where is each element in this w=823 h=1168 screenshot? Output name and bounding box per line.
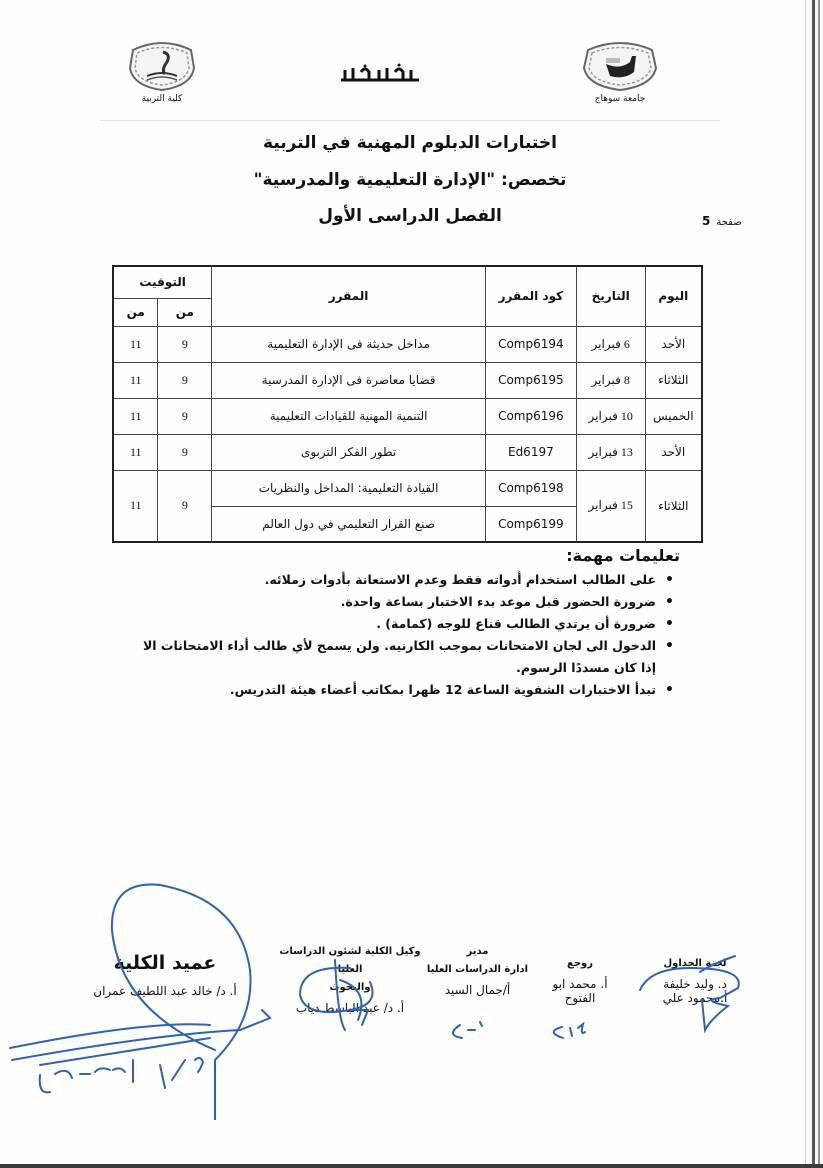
header-timing: التوقيت bbox=[113, 266, 212, 298]
cell-day: الأحد bbox=[645, 326, 702, 362]
signature-role: ادارة الدراسات العليا bbox=[426, 964, 529, 975]
instruction-item: • تبدأ الاختبارات الشفوية الساعة 12 ظهرا بمكاتب أعضاء هيئة التدريس. bbox=[130, 679, 680, 701]
cell-day: الأحد bbox=[645, 434, 702, 470]
table-row bbox=[113, 398, 702, 434]
faculty-emblem-icon bbox=[127, 40, 197, 92]
instructions-section bbox=[130, 546, 680, 701]
signature-vice-dean bbox=[270, 943, 430, 1015]
cell-course: التنمية المهنية للقيادات التعليمية bbox=[212, 398, 486, 434]
signature-dean bbox=[70, 950, 260, 998]
university-logo bbox=[572, 40, 668, 104]
exam-schedule-table bbox=[112, 265, 703, 543]
table-row bbox=[113, 470, 702, 506]
cell-course: مداخل حديثة فى الإدارة التعليمية bbox=[212, 326, 486, 362]
header-from: من bbox=[158, 298, 212, 326]
cell-course: صنع القرار التعليمي في دول العالم bbox=[212, 506, 486, 542]
exam-title: اختبارات الدبلوم المهنية في التربية bbox=[263, 133, 557, 153]
cell-code: Comp6195 bbox=[485, 362, 576, 398]
specialization-title: تخصص: "الإدارة التعليمية والمدرسية" bbox=[253, 170, 567, 190]
cell-code: Comp6199 bbox=[485, 506, 576, 542]
semester-title: الفصل الدراسى الأول bbox=[318, 206, 502, 226]
header-course: المقرر bbox=[212, 266, 486, 326]
instruction-item: • على الطالب استخدام أدواته فقط وعدم الاستعانة بأدوات زملائه. bbox=[130, 569, 680, 591]
cell-course: قضايا معاصرة فى الإدارة المدرسية bbox=[212, 362, 486, 398]
signature-name: أ/جمال السيد bbox=[444, 983, 511, 997]
cell-date: 13 فبراير bbox=[576, 434, 645, 470]
header-code: كود المقرر bbox=[485, 266, 576, 326]
page-number bbox=[702, 214, 742, 228]
handwritten-date-stroke bbox=[40, 1058, 203, 1092]
cell-to: 11 bbox=[113, 434, 158, 470]
signature-name: أ. د/ خالد عبد اللطيف عمران bbox=[93, 984, 237, 998]
signature-director bbox=[425, 943, 530, 997]
cell-date: 15 فبراير bbox=[576, 470, 645, 542]
cell-date: 6 فبراير bbox=[576, 326, 645, 362]
table-header-row bbox=[113, 266, 702, 298]
cell-day: الثلاثاء bbox=[645, 362, 702, 398]
signature-tables-committee bbox=[640, 955, 750, 1005]
header-day: اليوم bbox=[645, 266, 702, 326]
signature-reviewed bbox=[545, 955, 615, 1005]
table-row bbox=[113, 326, 702, 362]
cell-to: 11 bbox=[113, 398, 158, 434]
signature-role: وكيل الكلية لشئون الدراسات العليا bbox=[279, 946, 421, 975]
faculty-logo bbox=[122, 40, 202, 104]
instructions-list bbox=[130, 569, 680, 701]
cell-to: 11 bbox=[113, 362, 158, 398]
dean-signature-strokes bbox=[10, 1010, 270, 1065]
cell-from: 9 bbox=[158, 434, 212, 470]
faculty-name: كلية التربية bbox=[141, 94, 183, 104]
scan-edge-bottom bbox=[0, 1164, 823, 1168]
cell-code: Comp6194 bbox=[485, 326, 576, 362]
cell-day: الخميس bbox=[645, 398, 702, 434]
cell-from: 9 bbox=[158, 398, 212, 434]
cell-code: Ed6197 bbox=[485, 434, 576, 470]
signature-role: والبحوث bbox=[329, 982, 371, 993]
cell-from: 9 bbox=[158, 362, 212, 398]
signature-name: أ. د/ عبد الباسط دياب bbox=[295, 1001, 405, 1015]
page-label: صفحة bbox=[716, 217, 742, 228]
final-copy-stamp bbox=[335, 62, 425, 86]
university-emblem-icon bbox=[580, 40, 660, 92]
university-name: جامعة سوهاج bbox=[594, 94, 646, 104]
cell-code: Comp6196 bbox=[485, 398, 576, 434]
reviewer-initials bbox=[554, 1024, 585, 1038]
cell-date: 10 فبراير bbox=[576, 398, 645, 434]
signature-name: الفتوح bbox=[564, 991, 596, 1005]
table-row bbox=[113, 434, 702, 470]
signature-name: أ. محمد ابو bbox=[552, 977, 608, 991]
cell-to: 11 bbox=[113, 470, 158, 542]
header-to: من bbox=[113, 298, 158, 326]
table-row bbox=[113, 362, 702, 398]
cell-day: الثلاثاء bbox=[645, 470, 702, 542]
cell-to: 11 bbox=[113, 326, 158, 362]
signature-role: مدير bbox=[466, 946, 489, 957]
cell-course: القيادة التعليمية: المداخل والنظريات bbox=[212, 470, 486, 506]
cell-from: 9 bbox=[158, 470, 212, 542]
instruction-item: • الدخول الى لجان الامتحانات بموجب الكارنيه. ولن يسمح لأي طالب أداء الامتحانات الا إذا كان مسددًا الرسوم. bbox=[130, 635, 680, 679]
signature-role: روجع bbox=[566, 958, 593, 969]
signature-role: عميد الكلية bbox=[113, 952, 217, 974]
signature-name: أ.محمود علي bbox=[662, 991, 728, 1005]
page-number-value: 5 bbox=[702, 214, 711, 228]
cell-date: 8 فبراير bbox=[576, 362, 645, 398]
instruction-item: • ضرورة أن يرتدي الطالب قناع للوجه (كمامة) . bbox=[130, 613, 680, 635]
cell-code: Comp6198 bbox=[485, 470, 576, 506]
director-initials bbox=[453, 1022, 482, 1038]
dean-signature-loop bbox=[112, 885, 251, 1120]
instruction-item: • ضرورة الحضور قبل موعد بدء الاختبار بساعة واحدة. bbox=[130, 591, 680, 613]
header-date: التاريخ bbox=[576, 266, 645, 326]
signature-name: د. وليد خليفة bbox=[663, 977, 727, 991]
final-copy-stamp-icon bbox=[335, 62, 425, 86]
header-divider bbox=[100, 120, 720, 121]
instructions-title: تعليمات مهمة: bbox=[566, 546, 680, 565]
cell-from: 9 bbox=[158, 326, 212, 362]
signature-role: لجنة الجداول bbox=[663, 958, 727, 969]
scan-edge-right bbox=[805, 0, 823, 1168]
cell-course: تطور الفكر التربوى bbox=[212, 434, 486, 470]
